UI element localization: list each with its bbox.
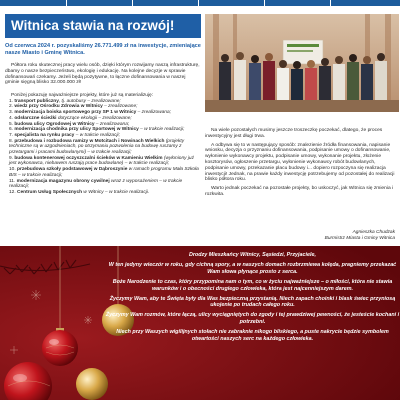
list-item: 12. Centrum Usług Społecznych w Witnicy – w trakcie realizacji. bbox=[9, 189, 150, 195]
list-item: 3. modernizacja boiska sportowego przy SP 1 w Witnicy – zrealizowana; bbox=[9, 110, 171, 116]
greeting-line: Życzymy Wam, aby te Święta były dla Was bezpieczną przystanią. Niech zapach choinki i blask świec przyniosą ukojenie po trudach całego roku. bbox=[109, 295, 396, 309]
signature-title: Burmistrz Miasta i Gminy Witnica bbox=[324, 236, 395, 241]
group-photo-illustration bbox=[205, 14, 399, 112]
top-color-bar bbox=[0, 0, 400, 6]
list-item: 2. wiedz przy Ośrodku Zdrowia w Witnicy – zrealizowane; bbox=[9, 104, 138, 110]
paragraph: Warto jednak poczekać na pozostałe projekty, bo uskoczyć, jak Witnica się zmienia i rozkwita. bbox=[205, 186, 394, 197]
signature-name: Agnieszka Chudzak bbox=[352, 230, 395, 235]
list-item: 4. odsłarczne ścieżki dotyczące ekologii – zrealizowane; bbox=[9, 115, 132, 121]
list-item: 6. modernizacja chodnika przy ulicy Sportowej w Witnicy – w trakcie realizacji; bbox=[9, 127, 185, 133]
signature bbox=[305, 230, 395, 242]
list-item: 8. przebudowa i rozbudowa ramizy w Motcitach i Nowinach Wielkich (projekty techniczne są w uzgodnieniach, po otrzymaniu pozwolenia na budowę ruszamy z przetargami i pracami budowlanymi) – w trakcie realizacji; bbox=[9, 138, 185, 156]
projects-list bbox=[5, 93, 201, 245]
christmas-greetings-section bbox=[0, 246, 400, 400]
greeting-line: W ten jedyny wieczór w roku, gdy cichną spory, a w naszych domach rozbrzmiewa kolęda, pragniemy przekazać Wam słowa płynące prosto z serca. bbox=[108, 261, 397, 275]
lead-paragraph: Od czerwca 2024 r. pozyskaliśmy 26.771.499 zł na inwestycje, zmieniające nasze Miasto i Gminę Witnica. bbox=[5, 43, 201, 56]
paragraph: Na wiele pozostałych musimy jeszcze troszeczkę poczekać, dlatego, że proces inwestycyjny jest długi trwa. bbox=[205, 128, 383, 139]
greeting-line: Niech przy Waszych wigilijnych stołach nie zabraknie nikogo bliskiego, a puste nakrycie będzie symbolem otwartości naszych serc na każdego człowieka. bbox=[116, 329, 389, 343]
group-photo bbox=[205, 14, 399, 112]
christmas-greetings-text bbox=[105, 252, 400, 346]
intro-paragraph: Półtora roku skutecznej pracy wielu osób, dzięki którym rozwijamy naszą infrastrukturę, dbamy o nasze bezpieczeństwo, ekologię i edukację. Na kolejne decyzje w sprawie dofinansowań czekamy. Jeżeli będą pozytywne, to łączne dofinansowania w naszej gminie sięgną blisko 32.000.000 zł! bbox=[5, 63, 200, 86]
list-item: 10. przebudowa szkoły podstawowej w Dąbroszynie w ramach programu Mała Szkoła BIS – w trakcie realizacji; bbox=[9, 167, 199, 178]
article-headline: Witnica stawia na rozwój! bbox=[5, 14, 201, 38]
greeting-line: Drodzy Mieszkańcy Witnicy, Sąsiedzi, Przyjaciele, bbox=[188, 252, 317, 258]
right-column-text bbox=[205, 128, 399, 201]
list-item: 7. specjalista na rynku pracy – w trakcie realizacji; bbox=[9, 132, 120, 138]
greeting-line: Boże Narodzenie to czas, który przypomina nam o tym, co w życiu najważniejsze – o miłości, która nie stawia warunków i o obecności drugiego człowieka, która jest najcenniejszym darem. bbox=[112, 278, 393, 292]
list-item: 5. budowa ulicy Ogrodowej w Witnicy – zrealizowana; bbox=[9, 121, 130, 127]
greeting-line: Życzymy Wam rozmów, które łączą, ulicy wyciągniętych do zgody i tej prawdziwej pewności, że jesteście kochani i potrzebni. bbox=[105, 312, 400, 326]
list-item: 11. modernizacja magazynu obrony cywilnej wraz z wyposażeniem – w trakcie realizacji; bbox=[9, 178, 183, 190]
paragraph: A odbywa się to w następujący sposób: znalezienie źródła finansowania, napisanie wniosku, decyzja o przyznaniu dofinansowania, podpisanie umowy o dofinansowanie, wyłonienie wykonawcy projektu, podpisanie umowy, wykonanie projektu, złożenie kosztorysów, ogłoszenie przetargu, wyłonienie wykonawcy robót budowlanych, podpisanie umowy, przekazanie placu budowy i... dopiero rozpoczyna się realizacja inwestycji! Jednak, na prawie każdy inwestycję potrzebujemy od pozostałej do realizacji blisko półtora roku. bbox=[205, 142, 395, 183]
list-item: 9. budowa kontenerowej oczyszczalni ścieków w Kamieniu Wielkim (wyłoniony już jest wykonawca, niebawem ruszają prace budowlane) – w trakcie realizacji; bbox=[9, 155, 194, 167]
list-intro: Poniżej pokazuję najważniejsze projekty, które już są materializuję: bbox=[11, 93, 154, 98]
list-item: 1. transport publiczny, tj. autobusy – zrealizowane; bbox=[9, 98, 121, 104]
